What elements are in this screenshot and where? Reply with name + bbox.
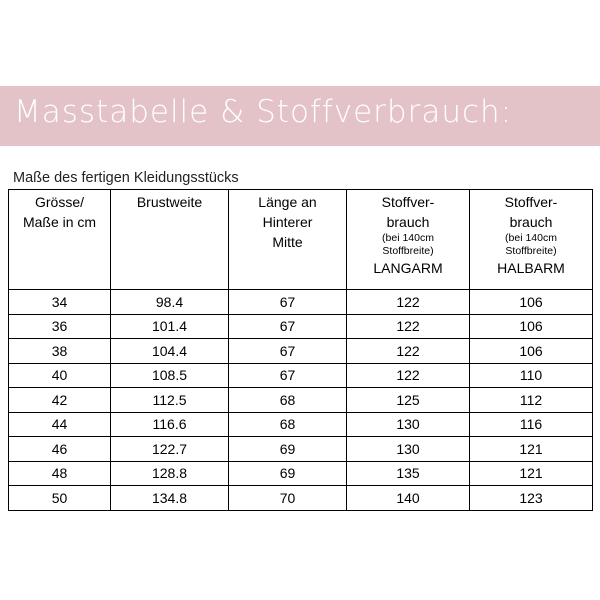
cell-size: 42 <box>9 388 111 413</box>
size-table <box>8 189 593 511</box>
cell-fabric-long: 122 <box>347 363 470 388</box>
header-fabric-long: Stoffver- brauch (bei 140cm Stoffbreite) LANGARM <box>347 190 470 290</box>
cell-length: 70 <box>229 486 347 511</box>
cell-fabric-half: 106 <box>470 314 593 339</box>
cell-size: 46 <box>9 437 111 462</box>
cell-length: 68 <box>229 388 347 413</box>
cell-length: 67 <box>229 339 347 364</box>
cell-fabric-long: 135 <box>347 461 470 486</box>
cell-chest: 112.5 <box>111 388 229 413</box>
cell-chest: 128.8 <box>111 461 229 486</box>
cell-fabric-long: 140 <box>347 486 470 511</box>
cell-size: 34 <box>9 290 111 315</box>
cell-size: 44 <box>9 412 111 437</box>
cell-size: 48 <box>9 461 111 486</box>
cell-fabric-long: 130 <box>347 437 470 462</box>
header-size: Grösse/ Maße in cm <box>9 190 111 290</box>
cell-chest: 108.5 <box>111 363 229 388</box>
table-row <box>9 388 593 413</box>
cell-chest: 116.6 <box>111 412 229 437</box>
cell-fabric-half: 121 <box>470 437 593 462</box>
cell-fabric-half: 112 <box>470 388 593 413</box>
cell-chest: 104.4 <box>111 339 229 364</box>
table-row <box>9 412 593 437</box>
cell-fabric-half: 121 <box>470 461 593 486</box>
cell-size: 40 <box>9 363 111 388</box>
header-chest: Brustweite <box>111 190 229 290</box>
cell-size: 38 <box>9 339 111 364</box>
page-title: Masstabelle & Stoffverbrauch: <box>14 94 513 130</box>
cell-fabric-half: 106 <box>470 339 593 364</box>
cell-fabric-half: 106 <box>470 290 593 315</box>
cell-fabric-long: 122 <box>347 290 470 315</box>
table-row <box>9 461 593 486</box>
cell-chest: 98.4 <box>111 290 229 315</box>
header-fabric-half: Stoffver- brauch (bei 140cm Stoffbreite) HALBARM <box>470 190 593 290</box>
cell-fabric-long: 125 <box>347 388 470 413</box>
cell-fabric-long: 122 <box>347 339 470 364</box>
table-row <box>9 363 593 388</box>
cell-fabric-half: 110 <box>470 363 593 388</box>
table-row <box>9 314 593 339</box>
table-row <box>9 437 593 462</box>
cell-fabric-long: 122 <box>347 314 470 339</box>
cell-length: 69 <box>229 461 347 486</box>
header-row <box>9 190 593 290</box>
cell-size: 50 <box>9 486 111 511</box>
table-row <box>9 290 593 315</box>
cell-length: 67 <box>229 363 347 388</box>
table-row <box>9 339 593 364</box>
cell-fabric-half: 123 <box>470 486 593 511</box>
header-length: Länge an Hinterer Mitte <box>229 190 347 290</box>
cell-length: 67 <box>229 290 347 315</box>
cell-fabric-long: 130 <box>347 412 470 437</box>
cell-chest: 134.8 <box>111 486 229 511</box>
cell-chest: 101.4 <box>111 314 229 339</box>
cell-length: 69 <box>229 437 347 462</box>
cell-size: 36 <box>9 314 111 339</box>
cell-chest: 122.7 <box>111 437 229 462</box>
table-row <box>9 486 593 511</box>
table-caption: Maße des fertigen Kleidungsstücks <box>13 170 239 186</box>
cell-length: 67 <box>229 314 347 339</box>
cell-fabric-half: 116 <box>470 412 593 437</box>
title-banner <box>0 86 600 146</box>
cell-length: 68 <box>229 412 347 437</box>
